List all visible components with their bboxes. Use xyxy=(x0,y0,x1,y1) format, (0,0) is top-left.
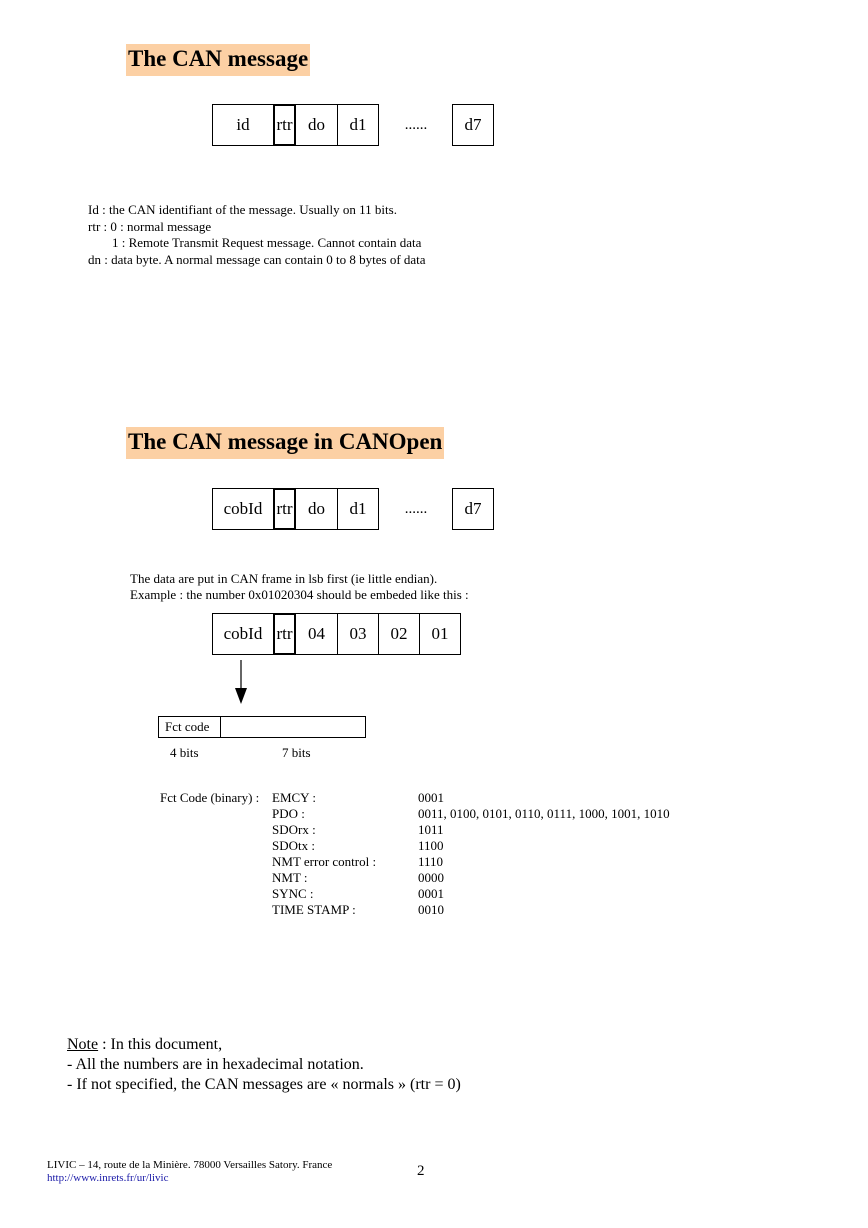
definitions-block xyxy=(88,202,426,268)
note-suffix: : In this document, xyxy=(98,1036,223,1053)
fct-row-sdotx xyxy=(272,838,670,854)
fct-code-table xyxy=(272,790,670,918)
fct-name: EMCY : xyxy=(272,790,316,805)
frame-cell-byte-04: 04 xyxy=(295,613,338,655)
fct-row-emcy xyxy=(272,790,670,806)
frame-cell-d0: do xyxy=(295,104,338,146)
endian-text-block xyxy=(130,571,469,603)
fct-value: 1100 xyxy=(418,838,444,853)
fct-row-nmt xyxy=(272,870,670,886)
frame-cell-d1: d1 xyxy=(337,104,379,146)
fct-value: 0000 xyxy=(418,870,444,885)
definition-rtr-1: 1 : Remote Transmit Request message. Cannot contain data xyxy=(112,235,422,250)
fct-value: 0010 xyxy=(418,902,444,917)
frame-cell-d7: d7 xyxy=(452,104,494,146)
fct-row-nmt-error-control xyxy=(272,854,670,870)
frame-cell-rtr: rtr xyxy=(273,488,296,530)
definition-id: Id : the CAN identifiant of the message. Usually on 11 bits. xyxy=(88,202,397,217)
canopen-frame-diagram xyxy=(212,488,494,530)
frame-cell-d7: d7 xyxy=(452,488,494,530)
frame-ellipsis: ...... xyxy=(404,500,428,517)
bits-label-4: 4 bits xyxy=(170,745,199,760)
fct-row-sync xyxy=(272,886,670,902)
note-block xyxy=(67,1035,461,1095)
fct-row-sdorx xyxy=(272,822,670,838)
frame-cell-d1: d1 xyxy=(337,488,379,530)
definition-dn: dn : data byte. A normal message can contain 0 to 8 bytes of data xyxy=(88,251,426,267)
fct-name: NMT error control : xyxy=(272,854,377,869)
note-line-hex: - All the numbers are in hexadecimal notation. xyxy=(67,1056,364,1073)
endian-text-line: The data are put in CAN frame in lsb first (ie little endian). xyxy=(130,571,438,586)
fct-name: NMT : xyxy=(272,870,308,885)
note-label: Note xyxy=(67,1036,99,1053)
frame-cell-cobid: cobId xyxy=(212,613,274,655)
fct-row-pdo xyxy=(272,806,670,822)
frame-cell-byte-02: 02 xyxy=(378,613,420,655)
footer-address: LIVIC – 14, route de la Minière. 78000 Versailles Satory. France xyxy=(47,1159,333,1171)
section-heading-canopen: The CAN message in CANOpen xyxy=(126,427,444,459)
frame-cell-cobid: cobId xyxy=(212,488,274,530)
fct-value: 0011, 0100, 0101, 0110, 0111, 1000, 1001, 1010 xyxy=(418,806,670,821)
footer-url-link[interactable]: http://www.inrets.fr/ur/livic xyxy=(47,1172,169,1184)
frame-cell-id: id xyxy=(212,104,274,146)
frame-cell-rtr: rtr xyxy=(273,613,296,655)
frame-cell-rtr: rtr xyxy=(273,104,296,146)
fct-name: SDOrx : xyxy=(272,822,316,837)
fct-value: 1011 xyxy=(418,822,444,837)
frame-ellipsis: ...... xyxy=(404,116,428,133)
example-frame-diagram xyxy=(212,613,461,655)
frame-cell-d0: do xyxy=(295,488,338,530)
frame-cell-byte-03: 03 xyxy=(337,613,379,655)
fct-name: PDO : xyxy=(272,806,305,821)
fct-code-field: Fct code xyxy=(159,717,221,737)
fct-name: TIME STAMP : xyxy=(272,902,356,917)
fct-value: 0001 xyxy=(418,886,444,901)
bits-label-7: 7 bits xyxy=(282,745,311,760)
section-heading-can-message: The CAN message xyxy=(126,44,310,76)
cobid-split-box xyxy=(158,716,366,738)
fct-code-label: Fct Code (binary) : xyxy=(160,790,260,805)
can-frame-diagram xyxy=(212,104,494,146)
fct-value: 1110 xyxy=(418,854,444,869)
note-line-normal: - If not specified, the CAN messages are « normals » (rtr = 0) xyxy=(67,1076,461,1093)
definition-rtr: rtr : 0 : normal message xyxy=(88,218,212,234)
fct-row-time-stamp xyxy=(272,902,670,918)
example-text-line: Example : the number 0x01020304 should be embeded like this : xyxy=(130,587,469,602)
fct-name: SYNC : xyxy=(272,886,314,901)
fct-name: SDOtx : xyxy=(272,838,315,853)
note-heading xyxy=(67,1035,461,1055)
footer-block xyxy=(47,1159,332,1185)
page-number: 2 xyxy=(417,1163,425,1179)
fct-value: 0001 xyxy=(418,790,444,805)
frame-cell-byte-01: 01 xyxy=(419,613,461,655)
down-arrow-icon xyxy=(232,660,252,706)
node-id-field xyxy=(221,717,365,737)
